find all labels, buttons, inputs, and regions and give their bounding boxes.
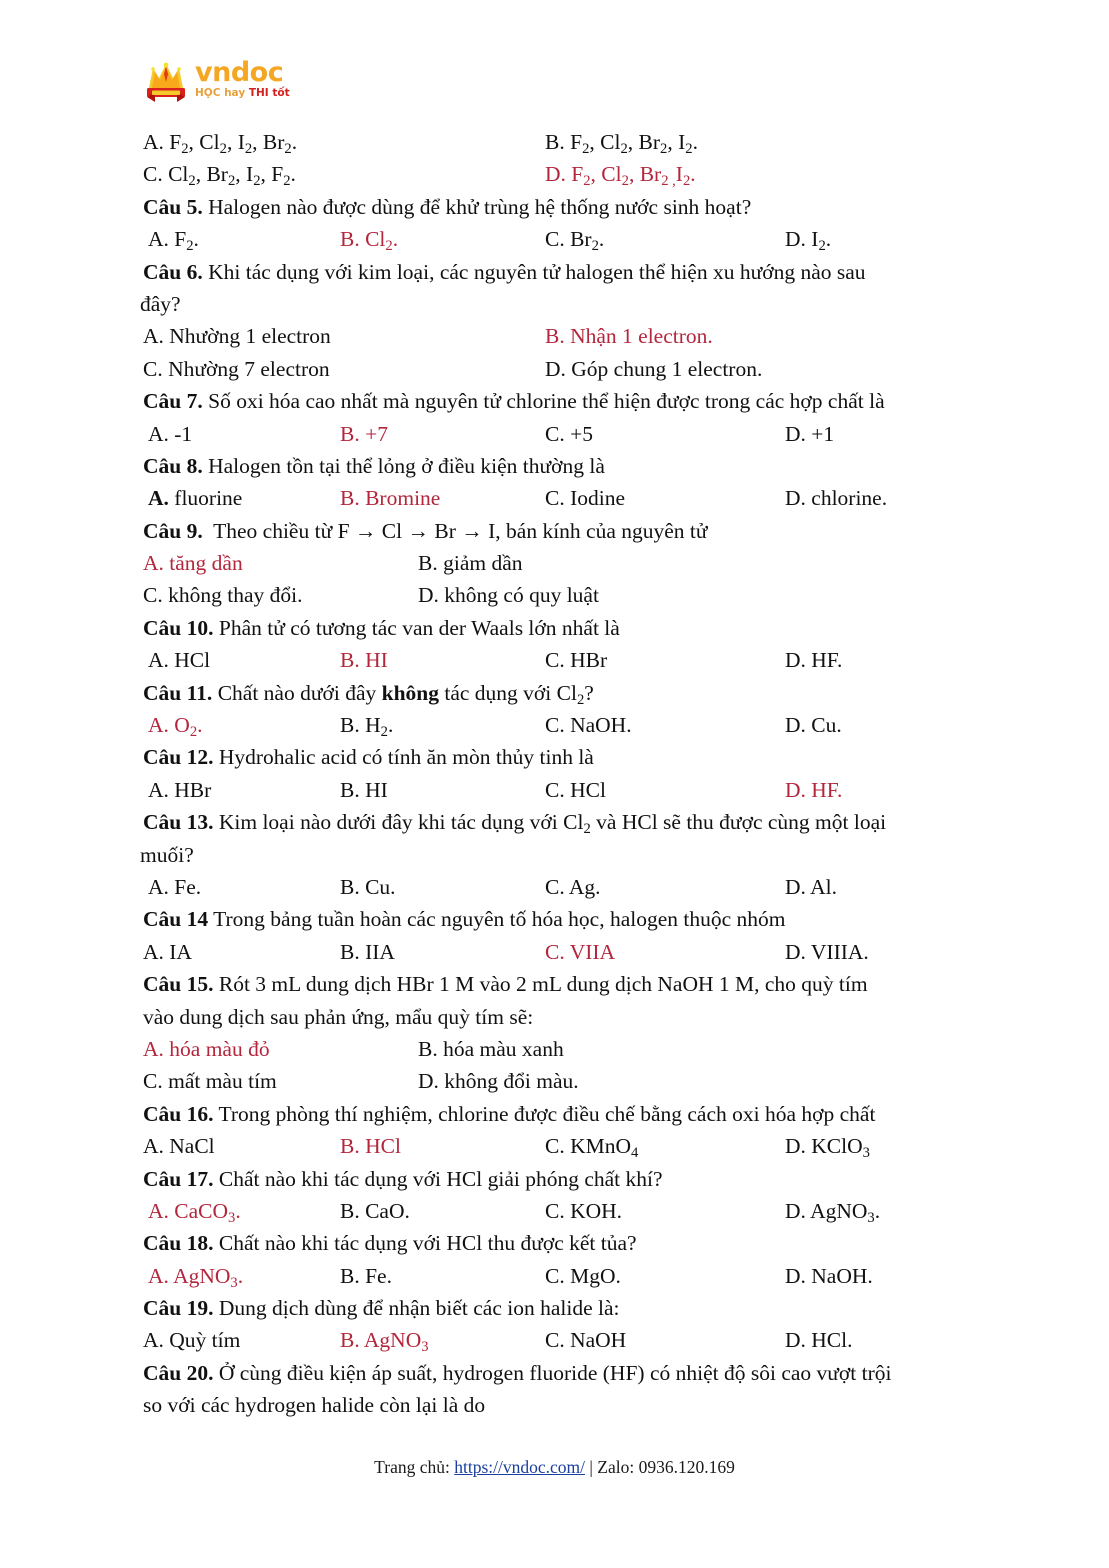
option-d: D. không có quy luật — [418, 583, 599, 608]
option-b: B. CaO. — [340, 1198, 410, 1223]
question-number: Câu 7. — [143, 389, 203, 414]
option-b: B. HI — [340, 777, 388, 802]
question-text: Halogen tồn tại thể lỏng ở điều kiện thường là — [208, 453, 605, 478]
option-a: A. HBr — [148, 777, 212, 802]
footer-separator: | — [585, 1457, 598, 1477]
option-d: D. HF. — [785, 777, 843, 802]
question-stem — [0, 741, 1109, 773]
option-a: A. Nhường 1 electron — [143, 324, 331, 349]
option-d: D. Cu. — [785, 713, 842, 738]
option-row — [0, 936, 1109, 968]
question-text: Chất nào khi tác dụng với HCl thu được kết tủa? — [218, 1231, 637, 1256]
option-b: B. giảm dần — [418, 551, 523, 576]
question-stem — [0, 1357, 1109, 1389]
question-stem — [0, 515, 1109, 547]
option-a: A. CaCO$_3$. — [148, 1198, 241, 1226]
question-stem — [0, 1227, 1109, 1259]
question-stem — [0, 450, 1109, 482]
option-b: B. Nhận 1 electron. — [545, 324, 713, 349]
option-c: C. mất màu tím — [143, 1069, 277, 1094]
question-text: Halogen nào được dùng để khử trùng hệ thống nước sinh hoạt? — [208, 194, 752, 219]
option-b: B. Fe. — [340, 1263, 392, 1288]
option-row — [0, 223, 1109, 255]
option-d: D. HF. — [785, 648, 843, 673]
option-d: D. chlorine. — [785, 486, 888, 511]
question-number: Câu 6. — [143, 259, 203, 284]
option-a: A. hóa màu đỏ — [143, 1036, 270, 1061]
option-a: A. $O_2$. — [148, 713, 203, 741]
option-row — [0, 1324, 1109, 1356]
question-number: Câu 15. — [143, 972, 214, 997]
option-row — [0, 774, 1109, 806]
option-c: C. MgO. — [545, 1263, 621, 1288]
option-row — [0, 1130, 1109, 1162]
option-d: D. +1 — [785, 421, 835, 446]
option-b: B. AgNO$_3$ — [340, 1328, 429, 1356]
footer-zalo: Zalo: 0936.120.169 — [597, 1457, 735, 1477]
option-b: B. $Cl_2$. — [340, 227, 399, 255]
question-text: Hydrohalic acid có tính ăn mòn thủy tinh là — [218, 745, 594, 770]
option-c: C. Nhường 7 electron — [143, 356, 330, 381]
question-stem — [0, 612, 1109, 644]
question-text: Trong bảng tuần hoàn các nguyên tố hóa học, halogen thuộc nhóm — [213, 907, 786, 932]
option-b: B. hóa màu xanh — [418, 1036, 564, 1061]
question-text-continued: so với các hydrogen halide còn lại là do — [143, 1393, 486, 1418]
option-d: D. AgNO$_3$. — [785, 1198, 881, 1226]
option-a: A. NaCl — [143, 1134, 215, 1159]
option-c: C. NaOH — [545, 1328, 627, 1353]
option-b: B. IIA — [340, 939, 395, 964]
option-c: C. Iodine — [545, 486, 626, 511]
option-a: A. fluorine — [148, 486, 243, 511]
option-b: B. +7 — [340, 421, 388, 446]
option-c: C. KMnO$_4$ — [545, 1134, 639, 1162]
option-a: A. AgNO$_3$. — [148, 1263, 244, 1291]
vndoc-logo — [143, 58, 290, 104]
question-stem — [0, 806, 1109, 838]
option-c: C. HCl — [545, 777, 606, 802]
option-a: A. $F_2$. — [148, 227, 199, 255]
logo-wordmark: vndoc — [195, 57, 284, 88]
question-text: Dung dịch dùng để nhận biết các ion halide là: — [218, 1296, 620, 1321]
option-d: D. HCl. — [785, 1328, 853, 1353]
question-stem — [0, 677, 1109, 709]
option-c: C. KOH. — [545, 1198, 623, 1223]
option-c: C. $Br_2$. — [545, 227, 605, 255]
question-number: Câu 11. — [143, 680, 213, 705]
question-number: Câu 18. — [143, 1231, 214, 1256]
question-number: Câu 5. — [143, 194, 203, 219]
logo-tagline-part2: THI tốt — [248, 87, 290, 99]
option-b: B. $H_2$. — [340, 713, 394, 741]
option-b: B. HCl — [340, 1134, 401, 1159]
question-number: Câu 8. — [143, 453, 203, 478]
question-stem — [0, 385, 1109, 417]
question-text-post: tác dụng với $Cl_2$? — [439, 680, 594, 708]
option-c: C. không thay đổi. — [143, 583, 303, 608]
option-c: C. +5 — [545, 421, 593, 446]
question-stem — [0, 256, 1109, 288]
question-number: Câu 16. — [143, 1101, 214, 1126]
footer-prefix: Trang chủ: — [374, 1457, 455, 1477]
question-stem — [0, 968, 1109, 1000]
question-number: Câu 14 — [143, 907, 209, 932]
option-b: B. $F_2$, $Cl_2$, $Br_2$, $I_2$. — [545, 130, 698, 158]
question-text-continued: đây? — [140, 291, 181, 316]
question-stem — [0, 1098, 1109, 1130]
logo-tagline — [195, 87, 290, 99]
option-c: C. NaOH. — [545, 713, 632, 738]
question-text: Kim loại nào dưới đây khi tác dụng với $Cl_2$ và HCl sẽ thu được cùng một loại — [218, 810, 887, 838]
option-a: A. -1 — [148, 421, 193, 446]
question-stem — [0, 903, 1109, 935]
option-a: A. HCl — [148, 648, 211, 673]
question-stem — [0, 191, 1109, 223]
option-row — [0, 126, 1109, 158]
option-d: D. Góp chung 1 electron. — [545, 356, 763, 381]
question-text: Theo chiều từ F → Cl → Br → I, bán kính của nguyên tử — [213, 518, 708, 543]
option-row — [0, 1065, 1109, 1097]
option-row — [0, 1260, 1109, 1292]
option-d: D. $F_2$, $Cl_2$, $Br_{2 ,}I_2$. — [545, 162, 696, 190]
option-row — [0, 482, 1109, 514]
question-number: Câu 9. — [143, 518, 203, 543]
question-number: Câu 20. — [143, 1360, 214, 1385]
option-b: B. Bromine — [340, 486, 441, 511]
question-text: Số oxi hóa cao nhất mà nguyên tử chlorine thể hiện được trong các hợp chất là — [208, 389, 885, 414]
option-row — [0, 547, 1109, 579]
option-row — [0, 353, 1109, 385]
question-text: Khi tác dụng với kim loại, các nguyên tử halogen thể hiện xu hướng nào sau — [208, 259, 866, 284]
question-stem — [0, 1292, 1109, 1324]
option-d: D. không đổi màu. — [418, 1069, 579, 1094]
option-row — [0, 871, 1109, 903]
question-number: Câu 10. — [143, 615, 214, 640]
option-row — [0, 320, 1109, 352]
question-number: Câu 13. — [143, 810, 214, 835]
option-a: A. Fe. — [148, 874, 202, 899]
question-text: Trong phòng thí nghiệm, chlorine được điều chế bằng cách oxi hóa hợp chất — [218, 1101, 876, 1126]
question-text-emphasis: không — [381, 680, 439, 705]
question-text: Phân tử có tương tác van der Waals lớn nhất là — [218, 615, 620, 640]
option-row — [0, 579, 1109, 611]
question-text: Ở cùng điều kiện áp suất, hydrogen fluoride (HF) có nhiệt độ sôi cao vượt trội — [218, 1360, 892, 1385]
option-d: D. VIIIA. — [785, 939, 869, 964]
exam-content — [0, 126, 1109, 1422]
footer-homepage-link[interactable]: https://vndoc.com/ — [454, 1457, 585, 1477]
logo-tagline-part1: HỌC hay — [195, 87, 246, 99]
option-row — [0, 1033, 1109, 1065]
option-row — [0, 644, 1109, 676]
question-text: Rót 3 mL dung dịch HBr 1 M vào 2 mL dung dịch NaOH 1 M, cho quỳ tím — [218, 972, 868, 997]
question-number: Câu 17. — [143, 1166, 214, 1191]
option-b: B. Cu. — [340, 874, 396, 899]
question-text-continued: muối? — [140, 842, 194, 867]
question-number: Câu 12. — [143, 745, 214, 770]
option-row — [0, 158, 1109, 190]
option-a: A. tăng dần — [143, 551, 243, 576]
question-stem — [0, 1163, 1109, 1195]
option-d: D. Al. — [785, 874, 837, 899]
option-row — [0, 1195, 1109, 1227]
option-d: D. NaOH. — [785, 1263, 873, 1288]
option-a: A. IA — [143, 939, 192, 964]
question-number: Câu 19. — [143, 1296, 214, 1321]
question-text-pre: Chất nào dưới đây — [217, 680, 382, 705]
option-c: C. HBr — [545, 648, 608, 673]
option-d: D. KClO$_3$ — [785, 1134, 870, 1162]
option-b: B. HI — [340, 648, 388, 673]
page-footer — [0, 1455, 1109, 1479]
option-row — [0, 709, 1109, 741]
question-text-continued: vào dung dịch sau phản ứng, mẩu quỳ tím sẽ: — [143, 1004, 534, 1029]
option-c: C. VIIA — [545, 939, 616, 964]
question-text: Chất nào khi tác dụng với HCl giải phóng chất khí? — [218, 1166, 663, 1191]
option-c: C. $Cl_2$, $Br_2$, $I_2$, $F_2$. — [143, 162, 296, 190]
option-a: A. $F_2$, $Cl_2$, $I_2$, $Br_2$. — [143, 130, 298, 158]
option-row — [0, 418, 1109, 450]
crown-logo-icon — [143, 58, 189, 104]
option-a: A. Quỳ tím — [143, 1328, 241, 1353]
option-c: C. Ag. — [545, 874, 601, 899]
option-d: D. $I_2$. — [785, 227, 832, 255]
